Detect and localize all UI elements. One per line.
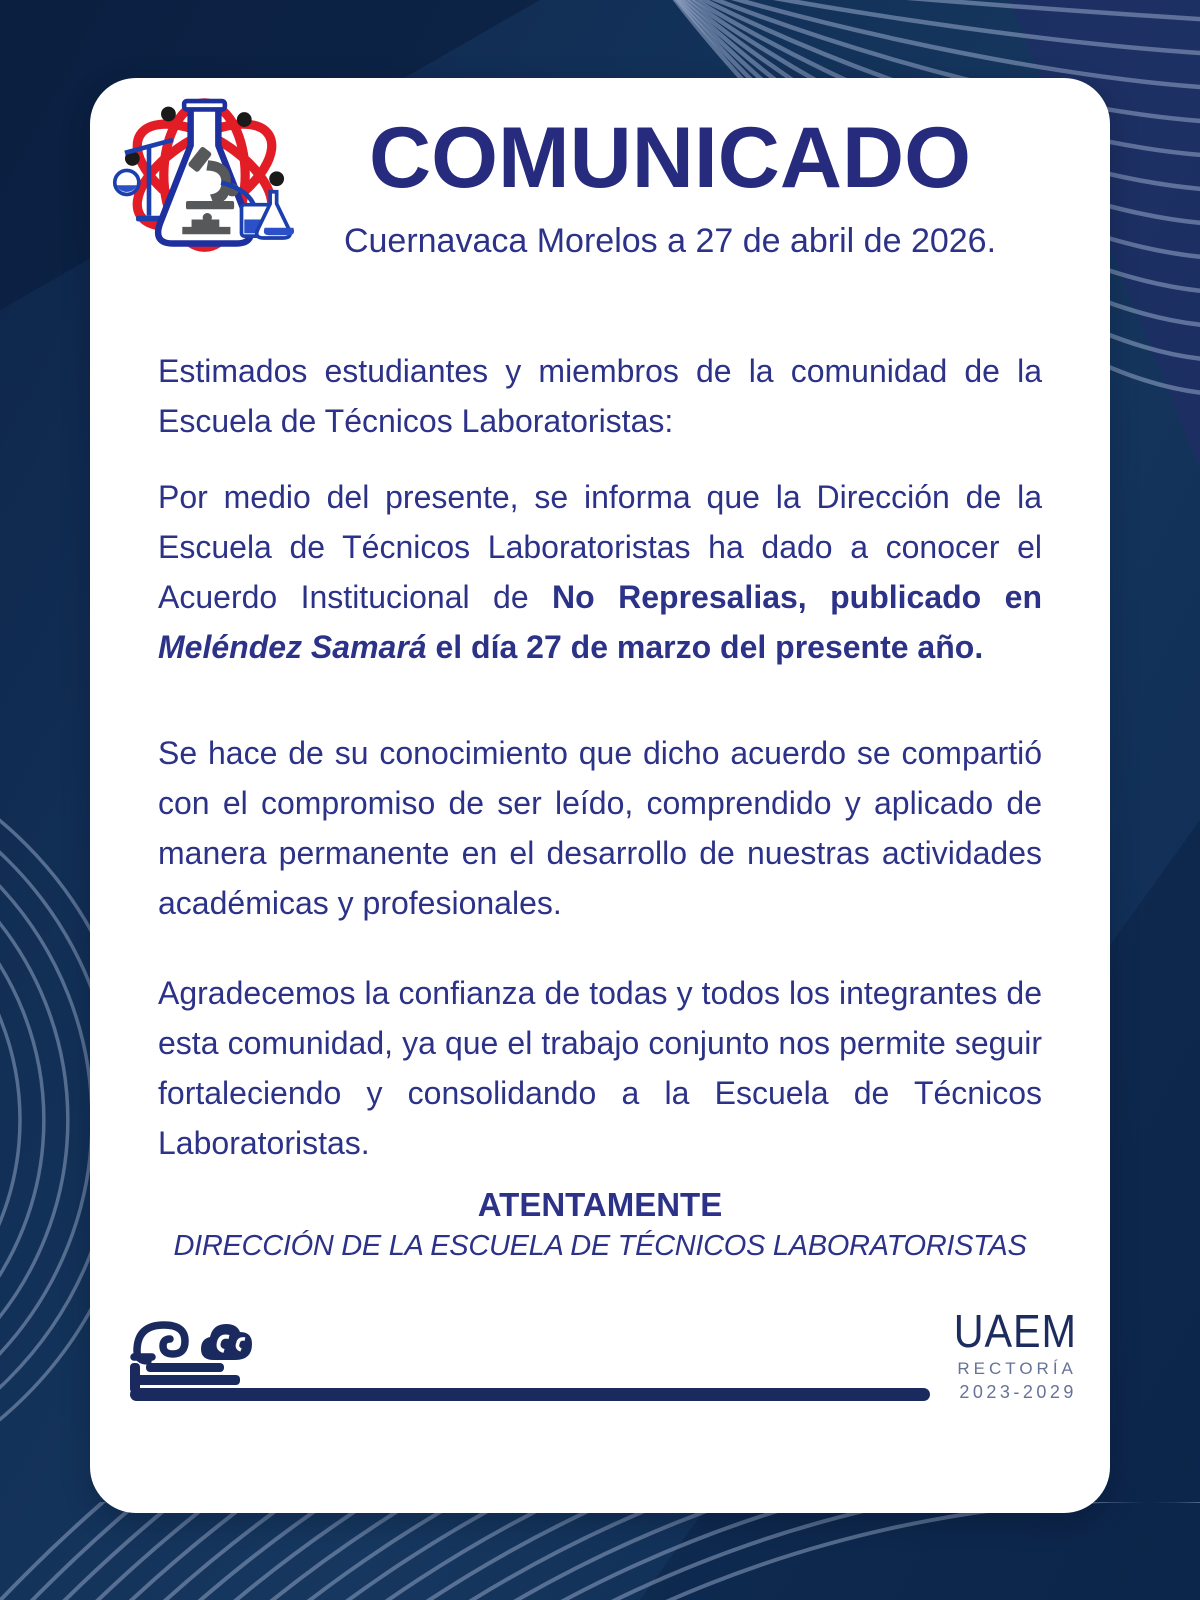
rectoria-label: RECTORÍA [957, 1359, 1077, 1378]
header [90, 78, 1110, 294]
page-title: COMUNICADO [369, 110, 971, 206]
school-science-logo [112, 92, 297, 260]
footer [90, 1305, 1110, 1403]
announcement-paragraph [90, 472, 1110, 672]
commitment-paragraph: Se hace de su conocimiento que dicho acuerdo se compartió con el compromiso de ser leído, comprendido y aplicado de manera permanente en el desarrollo de nuestras actividades académicas y profesionales. [158, 735, 1042, 921]
wind-curl-right [201, 1324, 252, 1360]
closing-salutation: ATENTAMENTE [477, 1186, 723, 1223]
date-line: Cuernavaca Morelos a 27 de abril de 2026. [343, 222, 997, 260]
no-reprisals-bold-text: No Represalias, publicado en [552, 579, 1042, 615]
announcement-card [90, 78, 1110, 1513]
uaem-rectoria-logo [940, 1305, 1077, 1403]
publication-date-bold-text: el día 27 de marzo del presente año. [426, 629, 984, 665]
thanks-paragraph: Agradecemos la confianza de todas y todos los integrantes de esta comunidad, ya que el trabajo conjunto nos permite seguir fortaleciendo y consolidando a la Escuela de Técnicos Laboratoristas. [158, 975, 1042, 1161]
signature-rule [130, 1388, 930, 1401]
announcement-text: Por medio del presente, se informa que la Dirección de la Escuela de Técnicos Laboratoristas ha dado a conocer el Acuerdo Institucional de [158, 479, 1042, 615]
flask-lip [184, 101, 225, 109]
signature-office: DIRECCIÓN DE LA ESCUELA DE TÉCNICOS LABORATORISTAS [173, 1230, 1027, 1262]
uaem-wordmark: UAEM [953, 1305, 1077, 1357]
wind-curl-left [134, 1325, 185, 1361]
publication-name-italic: Meléndez Samará [158, 629, 427, 665]
uaem-wind-glyph-logo [120, 1317, 940, 1403]
glyph-bars [130, 1363, 930, 1401]
rectoria-years: 2023-2029 [959, 1382, 1077, 1402]
greeting-paragraph: Estimados estudiantes y miembros de la comunidad de la Escuela de Técnicos Laboratoristas: [158, 353, 1042, 439]
